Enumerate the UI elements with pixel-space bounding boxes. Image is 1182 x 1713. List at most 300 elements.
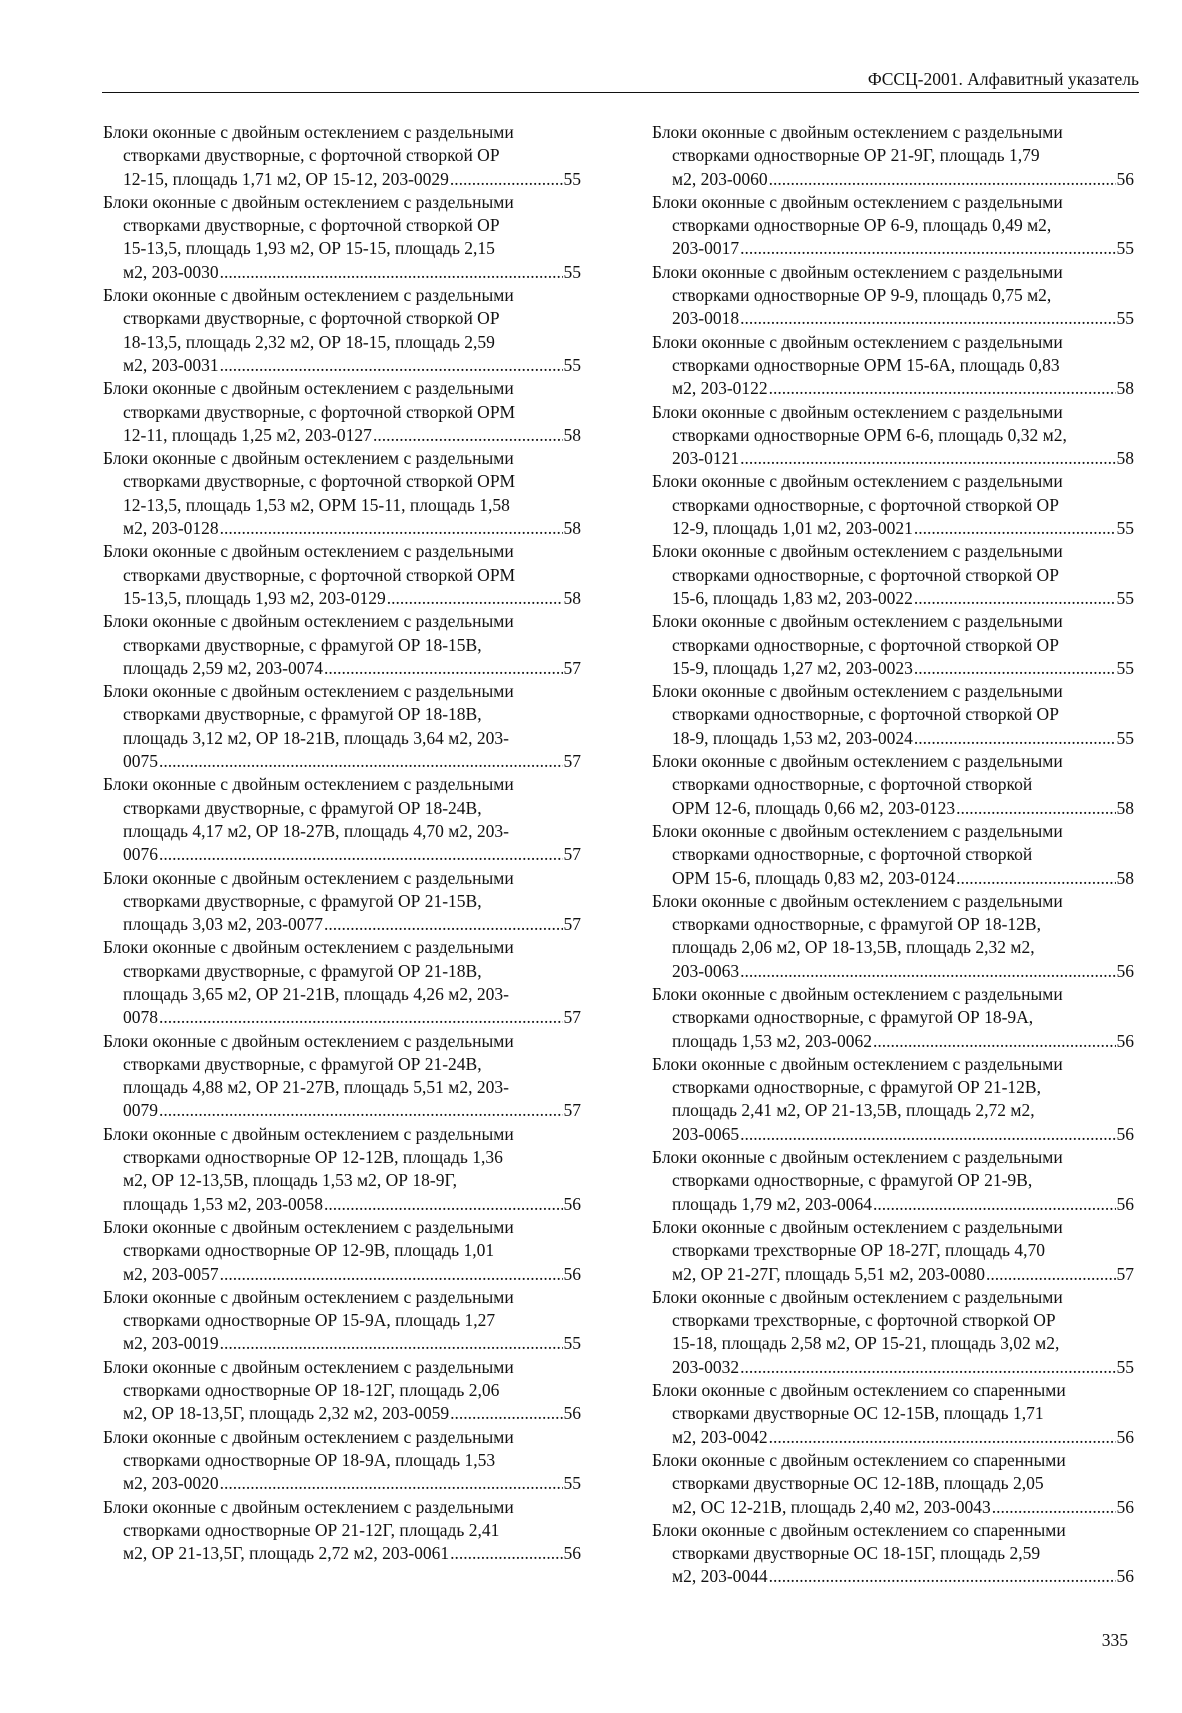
- entry-line: [652, 1216, 1134, 1239]
- entry-text: створками одностворные, с форточной створкой ОР: [672, 704, 1059, 725]
- entry-text: створками двустворные, с фрамугой ОР 21-15В,: [123, 890, 482, 911]
- entry-line: [103, 1519, 581, 1542]
- index-entry: [103, 377, 581, 447]
- entry-text: Блоки оконные с двойным остеклением с раздельными: [103, 122, 514, 142]
- index-entry: [652, 121, 1134, 191]
- entry-line: [103, 703, 581, 726]
- entry-line: [652, 331, 1134, 354]
- page-number: 335: [1101, 1630, 1128, 1650]
- entry-text: м2, 203-0031: [123, 354, 219, 375]
- dot-leader: [873, 1193, 1115, 1216]
- entry-text: створками двустворные, с форточной створкой ОР: [123, 308, 500, 329]
- entry-page-ref: 58: [563, 518, 581, 539]
- entry-line: [652, 261, 1134, 284]
- dot-leader: [956, 797, 1115, 820]
- entry-text: площадь 1,53 м2, 203-0062: [672, 1030, 873, 1051]
- entry-text: створками одностворные ОР 6-9, площадь 0,49 м2,: [672, 215, 1052, 236]
- index-entry: [652, 1053, 1134, 1146]
- entry-text: Блоки оконные с двойным остеклением с раздельными: [103, 541, 514, 562]
- entry-text: ОРМ 12-6, площадь 0,66 м2, 203-0123: [672, 797, 956, 818]
- entry-text: 0079: [123, 1100, 158, 1121]
- entry-page-ref: 55: [1116, 308, 1134, 329]
- entry-line: [103, 1099, 581, 1122]
- entry-line: [652, 1169, 1134, 1192]
- entry-line: [652, 1309, 1134, 1332]
- entry-text: Блоки оконные с двойным остеклением с раздельными: [103, 285, 514, 306]
- entry-page-ref: 56: [563, 1403, 581, 1424]
- entry-line: [652, 1449, 1134, 1472]
- entry-line: [652, 1519, 1134, 1542]
- entry-line: [652, 797, 1134, 820]
- index-entry: [652, 1379, 1134, 1449]
- index-entry: [652, 820, 1134, 890]
- entry-text: 15-13,5, площадь 1,93 м2, ОР 15-15, площадь 2,15: [123, 238, 495, 259]
- entry-line: [103, 447, 581, 470]
- entry-page-ref: 56: [563, 1193, 581, 1214]
- entry-line: [652, 983, 1134, 1006]
- entry-line: [103, 1076, 581, 1099]
- entry-line: [103, 401, 581, 424]
- entry-line: [103, 1123, 581, 1146]
- entry-text: м2, ОР 21-27Г, площадь 5,51 м2, 203-0080: [672, 1263, 986, 1284]
- dot-leader: [740, 960, 1115, 983]
- entry-line: [652, 307, 1134, 330]
- entry-text: Блоки оконные с двойным остеклением с раздельными: [652, 983, 1063, 1004]
- entry-text: Блоки оконные с двойным остеклением с раздельными: [103, 1496, 514, 1517]
- dot-leader: [159, 750, 563, 773]
- entry-text: 203-0121: [672, 448, 740, 469]
- entry-line: [652, 587, 1134, 610]
- entry-page-ref: 56: [1116, 1426, 1134, 1447]
- entry-text: Блоки оконные с двойным остеклением с раздельными: [103, 774, 514, 795]
- entry-line: [103, 587, 581, 610]
- entry-text: Блоки оконные с двойным остеклением с раздельными: [652, 611, 1063, 632]
- entry-line: [652, 634, 1134, 657]
- entry-page-ref: 57: [563, 1007, 581, 1028]
- entry-line: [652, 867, 1134, 890]
- index-entry: [103, 1286, 581, 1356]
- entry-text: Блоки оконные с двойным остеклением с раздельными: [103, 867, 514, 888]
- entry-text: створками одностворные, с фрамугой ОР 21-9В,: [672, 1170, 1033, 1191]
- index-entry: [652, 331, 1134, 401]
- entry-text: створками двустворные, с форточной створкой ОР: [123, 215, 500, 236]
- entry-line: [652, 517, 1134, 540]
- entry-page-ref: 57: [563, 1100, 581, 1121]
- index-entry: [652, 1146, 1134, 1216]
- entry-line: [103, 564, 581, 587]
- entry-line: [652, 1076, 1134, 1099]
- entry-text: Блоки оконные с двойным остеклением с раздельными: [652, 1053, 1063, 1074]
- entry-page-ref: 57: [563, 844, 581, 865]
- entry-line: [652, 1263, 1134, 1286]
- entry-text: Блоки оконные с двойным остеклением с раздельными: [652, 261, 1063, 282]
- entry-line: [103, 1239, 581, 1262]
- entry-line: [103, 1193, 581, 1216]
- index-entry: [103, 447, 581, 540]
- entry-page-ref: 56: [563, 1263, 581, 1284]
- entry-text: Блоки оконные с двойным остеклением со спаренными: [652, 1380, 1066, 1401]
- index-entry: [103, 540, 581, 610]
- entry-text: Блоки оконные с двойным остеклением с раздельными: [652, 890, 1063, 911]
- entry-line: [652, 1030, 1134, 1053]
- dot-leader: [159, 843, 563, 866]
- dot-leader: [769, 377, 1116, 400]
- index-entry: [103, 1123, 581, 1216]
- index-entry: [652, 1519, 1134, 1589]
- entry-text: 203-0032: [672, 1356, 740, 1377]
- index-entry: [103, 773, 581, 866]
- entry-line: [652, 564, 1134, 587]
- entry-text: Блоки оконные с двойным остеклением с раздельными: [652, 401, 1063, 422]
- entry-line: [103, 517, 581, 540]
- index-entry: [652, 890, 1134, 983]
- entry-line: [652, 470, 1134, 493]
- entry-line: [652, 1565, 1134, 1588]
- entry-line: [103, 1496, 581, 1519]
- entry-line: [103, 354, 581, 377]
- entry-line: [103, 1309, 581, 1332]
- entry-text: створками двустворные, с форточной створкой ОРМ: [123, 471, 516, 492]
- entry-text: 12-15, площадь 1,71 м2, ОР 15-12, 203-0029: [123, 168, 449, 189]
- index-entry: [652, 401, 1134, 471]
- entry-line: [103, 1053, 581, 1076]
- entry-line: [652, 191, 1134, 214]
- entry-text: площадь 3,03 м2, 203-0077: [123, 914, 324, 935]
- entry-page-ref: 56: [1116, 1123, 1134, 1144]
- entry-text: 15-6, площадь 1,83 м2, 203-0022: [672, 587, 913, 608]
- index-entry: [652, 1216, 1134, 1286]
- entry-line: [652, 424, 1134, 447]
- entry-line: [103, 610, 581, 633]
- entry-text: створками одностворные ОР 21-12Г, площадь 2,41: [123, 1519, 500, 1540]
- entry-text: Блоки оконные с двойным остеклением с раздельными: [652, 820, 1063, 841]
- entry-text: створками одностворные, с фрамугой ОР 18-12В,: [672, 914, 1041, 935]
- dot-leader: [914, 727, 1116, 750]
- entry-text: 0078: [123, 1007, 158, 1028]
- entry-line: [103, 750, 581, 773]
- entry-line: [652, 913, 1134, 936]
- entry-text: створками двустворные, с форточной створкой ОР: [123, 145, 500, 166]
- entry-line: [652, 144, 1134, 167]
- entry-text: створками двустворные, с форточной створкой ОРМ: [123, 564, 516, 585]
- index-entry: [103, 610, 581, 680]
- entry-text: створками двустворные, с фрамугой ОР 21-24В,: [123, 1053, 482, 1074]
- entry-page-ref: 55: [1116, 238, 1134, 259]
- dot-leader: [324, 657, 562, 680]
- entry-text: 12-9, площадь 1,01 м2, 203-0021: [672, 518, 913, 539]
- entry-line: [103, 168, 581, 191]
- entry-text: створками двустворные ОС 12-15В, площадь 1,71: [672, 1403, 1044, 1424]
- entry-line: [103, 1263, 581, 1286]
- dot-leader: [220, 354, 563, 377]
- entry-line: [652, 703, 1134, 726]
- entry-text: створками двустворные, с фрамугой ОР 18-18В,: [123, 704, 482, 725]
- entry-line: [652, 237, 1134, 260]
- entry-text: створками одностворные ОР 18-12Г, площадь 2,06: [123, 1380, 500, 1401]
- entry-page-ref: 58: [1116, 378, 1134, 399]
- entry-text: ОРМ 15-6, площадь 0,83 м2, 203-0124: [672, 867, 956, 888]
- dot-leader: [450, 1402, 562, 1425]
- entry-text: 15-13,5, площадь 1,93 м2, 203-0129: [123, 587, 386, 608]
- entry-line: [652, 214, 1134, 237]
- entry-text: створками двустворные, с фрамугой ОР 18-15В,: [123, 634, 482, 655]
- entry-text: м2, ОР 12-13,5В, площадь 1,53 м2, ОР 18-9Г,: [123, 1170, 457, 1191]
- entry-line: [103, 424, 581, 447]
- entry-text: Блоки оконные с двойным остеклением с раздельными: [103, 681, 514, 702]
- entry-text: площадь 2,59 м2, 203-0074: [123, 657, 324, 678]
- entry-page-ref: 57: [563, 657, 581, 678]
- dot-leader: [769, 1565, 1116, 1588]
- entry-line: [103, 191, 581, 214]
- entry-line: [652, 540, 1134, 563]
- entry-line: [652, 820, 1134, 843]
- index-entry: [652, 470, 1134, 540]
- entry-text: м2, 203-0030: [123, 261, 219, 282]
- entry-text: Блоки оконные с двойным остеклением с раздельными: [652, 191, 1063, 212]
- entry-line: [652, 1426, 1134, 1449]
- index-entry: [103, 1030, 581, 1123]
- index-entry: [103, 1216, 581, 1286]
- entry-text: Блоки оконные с двойным остеклением с раздельными: [652, 1216, 1063, 1237]
- entry-text: створками одностворные ОР 12-9В, площадь 1,01: [123, 1240, 495, 1261]
- entry-text: Блоки оконные с двойным остеклением с раздельными: [652, 471, 1063, 492]
- entry-line: [652, 494, 1134, 517]
- entry-text: м2, ОР 21-13,5Г, площадь 2,72 м2, 203-0061: [123, 1543, 450, 1564]
- entry-page-ref: 55: [563, 354, 581, 375]
- entry-line: [103, 1006, 581, 1029]
- entry-text: Блоки оконные с двойным остеклением с раздельными: [652, 1147, 1063, 1168]
- dot-leader: [914, 587, 1116, 610]
- entry-text: Блоки оконные с двойным остеклением с раздельными: [652, 541, 1063, 562]
- entry-text: Блоки оконные с двойным остеклением со спаренными: [652, 1519, 1066, 1540]
- dot-leader: [220, 1472, 563, 1495]
- index-entry: [103, 1496, 581, 1566]
- entry-line: [103, 144, 581, 167]
- entry-line: [652, 1286, 1134, 1309]
- entry-text: 15-9, площадь 1,27 м2, 203-0023: [672, 657, 913, 678]
- entry-text: площадь 4,88 м2, ОР 21-27В, площадь 5,51 м2, 203-: [123, 1077, 509, 1098]
- entry-line: [103, 843, 581, 866]
- entry-line: [652, 680, 1134, 703]
- entry-page-ref: 56: [563, 1543, 581, 1564]
- entry-text: Блоки оконные с двойным остеклением с раздельными: [652, 681, 1063, 702]
- entry-text: створками одностворные ОРМ 15-6А, площадь 0,83: [672, 354, 1060, 375]
- entry-line: [103, 983, 581, 1006]
- index-entry: [103, 867, 581, 937]
- entry-text: Блоки оконные с двойным остеклением с раздельными: [103, 448, 514, 469]
- entry-text: створками одностворные ОР 9-9, площадь 0,75 м2,: [672, 285, 1052, 306]
- dot-leader: [450, 1542, 562, 1565]
- entry-line: [652, 1123, 1134, 1146]
- dot-leader: [740, 447, 1115, 470]
- entry-text: створками одностворные, с форточной створкой ОР: [672, 494, 1059, 515]
- entry-line: [103, 214, 581, 237]
- entry-text: 203-0017: [672, 238, 740, 259]
- entry-text: Блоки оконные с двойным остеклением с раздельными: [103, 1356, 514, 1377]
- entry-line: [103, 936, 581, 959]
- entry-line: [103, 1146, 581, 1169]
- entry-page-ref: 58: [563, 424, 581, 445]
- entry-line: [103, 1286, 581, 1309]
- entry-page-ref: 55: [1116, 657, 1134, 678]
- entry-page-ref: 55: [1116, 518, 1134, 539]
- entry-line: [652, 1006, 1134, 1029]
- index-entry: [652, 983, 1134, 1053]
- entry-page-ref: 58: [1116, 448, 1134, 469]
- entry-line: [103, 1030, 581, 1053]
- entry-line: [652, 773, 1134, 796]
- entry-line: [652, 1496, 1134, 1519]
- entry-page-ref: 56: [1116, 168, 1134, 189]
- index-entry: [652, 610, 1134, 680]
- entry-line: [103, 331, 581, 354]
- entry-line: [103, 960, 581, 983]
- entry-line: [103, 1542, 581, 1565]
- entry-page-ref: 55: [563, 1333, 581, 1354]
- entry-line: [103, 1426, 581, 1449]
- index-column-right: [652, 121, 1134, 1589]
- index-entry: [652, 1449, 1134, 1519]
- index-entry: [103, 1426, 581, 1496]
- entry-text: м2, 203-0060: [672, 168, 768, 189]
- entry-text: створками одностворные ОРМ 6-6, площадь 0,32 м2,: [672, 424, 1067, 445]
- entry-text: Блоки оконные с двойным остеклением с раздельными: [652, 751, 1063, 772]
- dot-leader: [373, 424, 563, 447]
- dot-leader: [992, 1496, 1116, 1519]
- entry-text: Блоки оконные с двойным остеклением с раздельными: [652, 1286, 1063, 1307]
- entry-page-ref: 56: [1116, 1193, 1134, 1214]
- dot-leader: [740, 1356, 1115, 1379]
- dot-leader: [740, 237, 1115, 260]
- entry-line: [103, 1332, 581, 1355]
- dot-leader: [873, 1030, 1115, 1053]
- entry-text: 18-9, площадь 1,53 м2, 203-0024: [672, 727, 913, 748]
- entry-page-ref: 57: [1116, 1263, 1134, 1284]
- entry-text: площадь 1,53 м2, 203-0058: [123, 1193, 324, 1214]
- entry-text: Блоки оконные с двойным остеклением с раздельными: [652, 122, 1063, 142]
- entry-page-ref: 55: [563, 1473, 581, 1494]
- entry-text: площадь 2,06 м2, ОР 18-13,5В, площадь 2,32 м2,: [672, 937, 1035, 958]
- entry-text: Блоки оконные с двойным остеклением с раздельными: [103, 1426, 514, 1447]
- entry-line: [103, 1356, 581, 1379]
- entry-line: [103, 377, 581, 400]
- entry-text: Блоки оконные с двойным остеклением с раздельными: [103, 1216, 514, 1237]
- running-header: ФССЦ-2001. Алфавитный указатель: [102, 69, 1139, 93]
- entry-text: м2, 203-0042: [672, 1426, 768, 1447]
- entry-text: Блоки оконные с двойным остеклением с раздельными: [103, 1286, 514, 1307]
- entry-text: створками одностворные, с форточной створкой ОР: [672, 564, 1059, 585]
- entry-text: 203-0063: [672, 960, 740, 981]
- dot-leader: [324, 913, 562, 936]
- entry-line: [652, 1053, 1134, 1076]
- entry-text: створками двустворные ОС 18-15Г, площадь 2,59: [672, 1543, 1041, 1564]
- entry-line: [103, 913, 581, 936]
- entry-line: [652, 1099, 1134, 1122]
- index-entry: [652, 1286, 1134, 1379]
- entry-text: Блоки оконные с двойным остеклением с раздельными: [103, 611, 514, 632]
- entry-text: 0076: [123, 844, 158, 865]
- entry-text: м2, 203-0019: [123, 1333, 219, 1354]
- entry-line: [103, 773, 581, 796]
- dot-leader: [956, 867, 1115, 890]
- entry-text: м2, 203-0122: [672, 378, 768, 399]
- index-entry: [652, 750, 1134, 820]
- entry-text: Блоки оконные с двойным остеклением со спаренными: [652, 1449, 1066, 1470]
- entry-text: створками одностворные, с фрамугой ОР 18-9А,: [672, 1007, 1034, 1028]
- entry-text: створками трехстворные, с форточной створкой ОР: [672, 1310, 1056, 1331]
- dot-leader: [914, 517, 1116, 540]
- entry-page-ref: 58: [1116, 867, 1134, 888]
- index-entry: [103, 121, 581, 191]
- entry-text: створками одностворные, с форточной створкой ОР: [672, 634, 1059, 655]
- entry-line: [103, 1379, 581, 1402]
- entry-line: [103, 1402, 581, 1425]
- entry-text: 12-13,5, площадь 1,53 м2, ОРМ 15-11, площадь 1,58: [123, 494, 510, 515]
- dot-leader: [220, 261, 563, 284]
- entry-line: [103, 797, 581, 820]
- entry-text: 18-13,5, площадь 2,32 м2, ОР 18-15, площадь 2,59: [123, 331, 495, 352]
- entry-line: [103, 890, 581, 913]
- entry-text: створками одностворные ОР 15-9А, площадь 1,27: [123, 1310, 496, 1331]
- dot-leader: [986, 1263, 1115, 1286]
- entry-line: [652, 936, 1134, 959]
- dot-leader: [387, 587, 563, 610]
- entry-text: Блоки оконные с двойным остеклением с раздельными: [652, 331, 1063, 352]
- entry-line: [103, 237, 581, 260]
- entry-text: м2, 203-0020: [123, 1473, 219, 1494]
- entry-line: [103, 121, 581, 144]
- entry-line: [652, 960, 1134, 983]
- entry-text: створками одностворные ОР 18-9А, площадь 1,53: [123, 1449, 496, 1470]
- index-column-left: [103, 121, 581, 1565]
- entry-line: [103, 1169, 581, 1192]
- entry-line: [103, 1449, 581, 1472]
- entry-page-ref: 55: [563, 261, 581, 282]
- index-entry: [103, 284, 581, 377]
- dot-leader: [220, 1332, 563, 1355]
- index-entry: [652, 680, 1134, 750]
- entry-line: [652, 727, 1134, 750]
- entry-text: 12-11, площадь 1,25 м2, 203-0127: [123, 424, 372, 445]
- entry-page-ref: 55: [1116, 1356, 1134, 1377]
- entry-text: площадь 3,12 м2, ОР 18-21В, площадь 3,64 м2, 203-: [123, 727, 509, 748]
- entry-line: [652, 168, 1134, 191]
- dot-leader: [914, 657, 1116, 680]
- entry-line: [652, 1472, 1134, 1495]
- entry-text: 203-0065: [672, 1123, 740, 1144]
- entry-page-ref: 55: [1116, 727, 1134, 748]
- entry-text: Блоки оконные с двойным остеклением с раздельными: [103, 1123, 514, 1144]
- entry-text: Блоки оконные с двойным остеклением с раздельными: [103, 1030, 514, 1051]
- entry-page-ref: 57: [563, 914, 581, 935]
- index-entry: [103, 936, 581, 1029]
- entry-line: [652, 401, 1134, 424]
- entry-line: [652, 890, 1134, 913]
- dot-leader: [740, 307, 1115, 330]
- dot-leader: [450, 168, 563, 191]
- entry-line: [103, 284, 581, 307]
- entry-text: Блоки оконные с двойным остеклением с раздельными: [103, 937, 514, 958]
- entry-page-ref: 55: [563, 168, 581, 189]
- entry-page-ref: 56: [1116, 1496, 1134, 1517]
- entry-text: 0075: [123, 751, 158, 772]
- entry-line: [103, 1472, 581, 1495]
- entry-text: 203-0018: [672, 308, 740, 329]
- entry-line: [103, 307, 581, 330]
- entry-page-ref: 55: [1116, 587, 1134, 608]
- dot-leader: [220, 1263, 563, 1286]
- entry-line: [652, 657, 1134, 680]
